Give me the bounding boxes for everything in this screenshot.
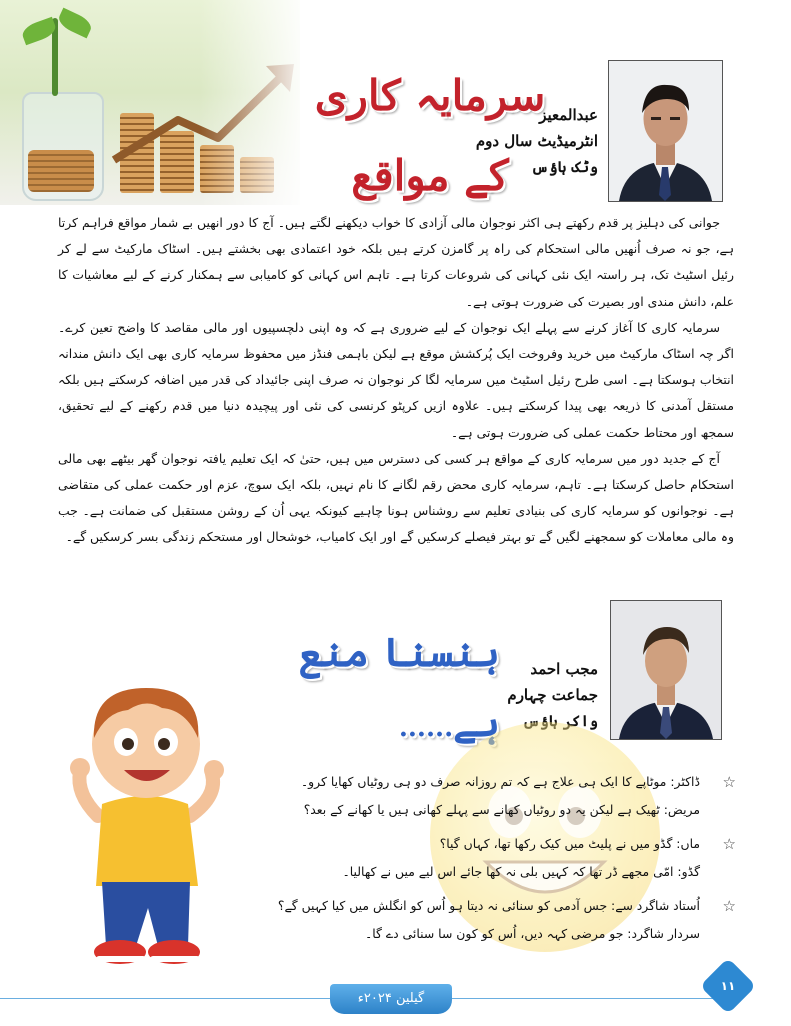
coins-in-jar bbox=[28, 150, 94, 192]
article-paragraph: آج کے جدید دور میں سرمایہ کاری کے مواقع ہر کسی کی دسترس میں ہیں، حتیٰ کہ ایک تعلیم یافتہ نوجوان گھر بیٹھے بھی مالی استحکام حاصل کرسکتا ہے۔ تاہم، سرمایہ کاری محض رقم لگانے کا نام نہیں، بلکہ ایک سوچ، عزم اور حکمت عملی کی متقاضی ہے۔ نوجوانوں کو سرمایہ کاری کی بنیادی تعلیم سے روشناس ہونا چاہیے کیونکہ یہی اُن کے روشن مستقبل کی ضمانت ہے۔ جب وہ مالی معاملات کو سمجھنے لگیں گے تو بہتر فیصلے کرسکیں گے اور ایک کامیاب، خوشحال اور مستحکم زندگی بسر کرسکیں گے۔ bbox=[58, 450, 734, 545]
joke-text: اُستاد شاگرد سے: جس آدمی کو سنائی نہ دیتا ہو اُس کو انگلش میں کیا کہیں گے؟ bbox=[277, 898, 700, 913]
joke-line bbox=[288, 858, 728, 886]
article-body bbox=[58, 210, 734, 595]
joke-text: مریض: ٹھیک ہے لیکن یہ دو روٹیاں کھانے سے پہلے کھانی ہیں یا کھانے کے بعد؟ bbox=[303, 802, 700, 817]
star-icon: ☆ bbox=[722, 773, 736, 791]
joke-text: ماں: گڈو میں نے پلیٹ میں کیک رکھا تھا، کہاں گیا؟ bbox=[439, 836, 700, 851]
humor-title bbox=[260, 618, 500, 746]
page-number: ۱۱ bbox=[720, 979, 736, 993]
person-portrait-icon bbox=[609, 61, 722, 201]
article-byline bbox=[470, 102, 598, 180]
humor-title-text: ہنسنا منع ہے bbox=[298, 629, 500, 746]
joke-line bbox=[277, 892, 736, 920]
joke-line bbox=[288, 796, 728, 824]
sprout-leaf-right bbox=[56, 8, 94, 39]
joke-line bbox=[288, 830, 736, 858]
author-name: مجب احمد bbox=[530, 660, 598, 678]
person-portrait-icon bbox=[611, 601, 721, 739]
author-photo bbox=[610, 600, 722, 740]
author-photo bbox=[608, 60, 723, 202]
humor-title-dots: ...... bbox=[398, 713, 454, 743]
cartoon-boy-illustration bbox=[62, 676, 232, 976]
author-class: جماعت چہارم bbox=[507, 686, 598, 704]
author-house: واکر ہاؤس bbox=[522, 712, 598, 730]
magazine-name-tab: گیلین ۲۰۲۴ء bbox=[330, 984, 452, 1014]
joke-text: گڈو: امّی مجھے ڈر تھا کہ کہیں بلی نہ کھا جائے اس لیے میں نے کھالیا۔ bbox=[342, 864, 700, 879]
page-number-badge bbox=[700, 958, 757, 1015]
author-name: عبدالمعیز bbox=[539, 106, 598, 124]
star-icon: ☆ bbox=[722, 835, 736, 853]
joke-text: ڈاکٹر: موٹاپے کا ایک ہی علاج ہے کہ تم روزانہ صرف دو ہی روٹیاں کھایا کرو۔ bbox=[300, 774, 700, 789]
article-paragraph: سرمایہ کاری کا آغاز کرنے سے پہلے ایک نوجوان کے لیے ضروری ہے کہ وہ اپنی دلچسپیوں اور مالی مقاصد کا واضح تعین کرے۔ اگر چہ اسٹاک مارکیٹ میں خرید وفروخت ایک پُرکشش موقع ہے لیکن باہمی فنڈز میں محفوظ سرمایہ کاری بھی ایک دانش مندانہ انتخاب ہوسکتا ہے۔ اسی طرح رئیل اسٹیٹ میں سرمایہ لگا کر نوجوان نہ صرف اپنی جائیداد کی قدر میں اضافہ کرسکتے ہیں بلکہ مستقل آمدنی کا ذریعہ بھی پیدا کرسکتے ہیں۔ علاوہ ازیں کرپٹو کرنسی کی نئی اور پیچیدہ دنیا میں قدم رکھنے کے لیے تحقیق، سمجھ اور محتاط حکمت عملی کی ضرورت ہوتی ہے۔ bbox=[58, 319, 734, 440]
joke-line bbox=[288, 920, 728, 948]
article-title: سرمایہ کاری کے مواقع bbox=[314, 71, 546, 200]
star-icon: ☆ bbox=[722, 897, 736, 915]
article-paragraph: جوانی کی دہلیز پر قدم رکھتے ہی اکثر نوجوان مالی آزادی کا خواب دیکھنے لگتے ہیں۔ آج کا دور انھیں بے شمار مواقع فراہم کرتا ہے، جو نہ صرف اُنھیں مالی استحکام کی راہ پر گامزن کرتے ہیں بلکہ خود اعتمادی بھی بخشتے ہیں۔ اسٹاک مارکیٹ سے لے کر رئیل اسٹیٹ تک، ہر راستہ ایک نئی کہانی کی شروعات کرتا ہے۔ تاہم اس کہانی کو کامیابی سے ہمکنار کرنے کے لیے معاشیات کا علم، دانش مندی اور بصیرت کی ضرورت ہوتی ہے۔ bbox=[58, 215, 734, 309]
author-house: وٹک ہاؤس bbox=[531, 158, 598, 176]
author-class: انٹرمیڈیٹ سال دوم bbox=[475, 132, 598, 150]
joke-text: سردار شاگرد: جو مرضی کہہ دیں، اُس کو کون سا سنائی دے گا۔ bbox=[364, 926, 700, 941]
joke-line bbox=[288, 768, 736, 796]
hero-fade bbox=[200, 0, 310, 205]
jokes-list bbox=[277, 768, 736, 948]
